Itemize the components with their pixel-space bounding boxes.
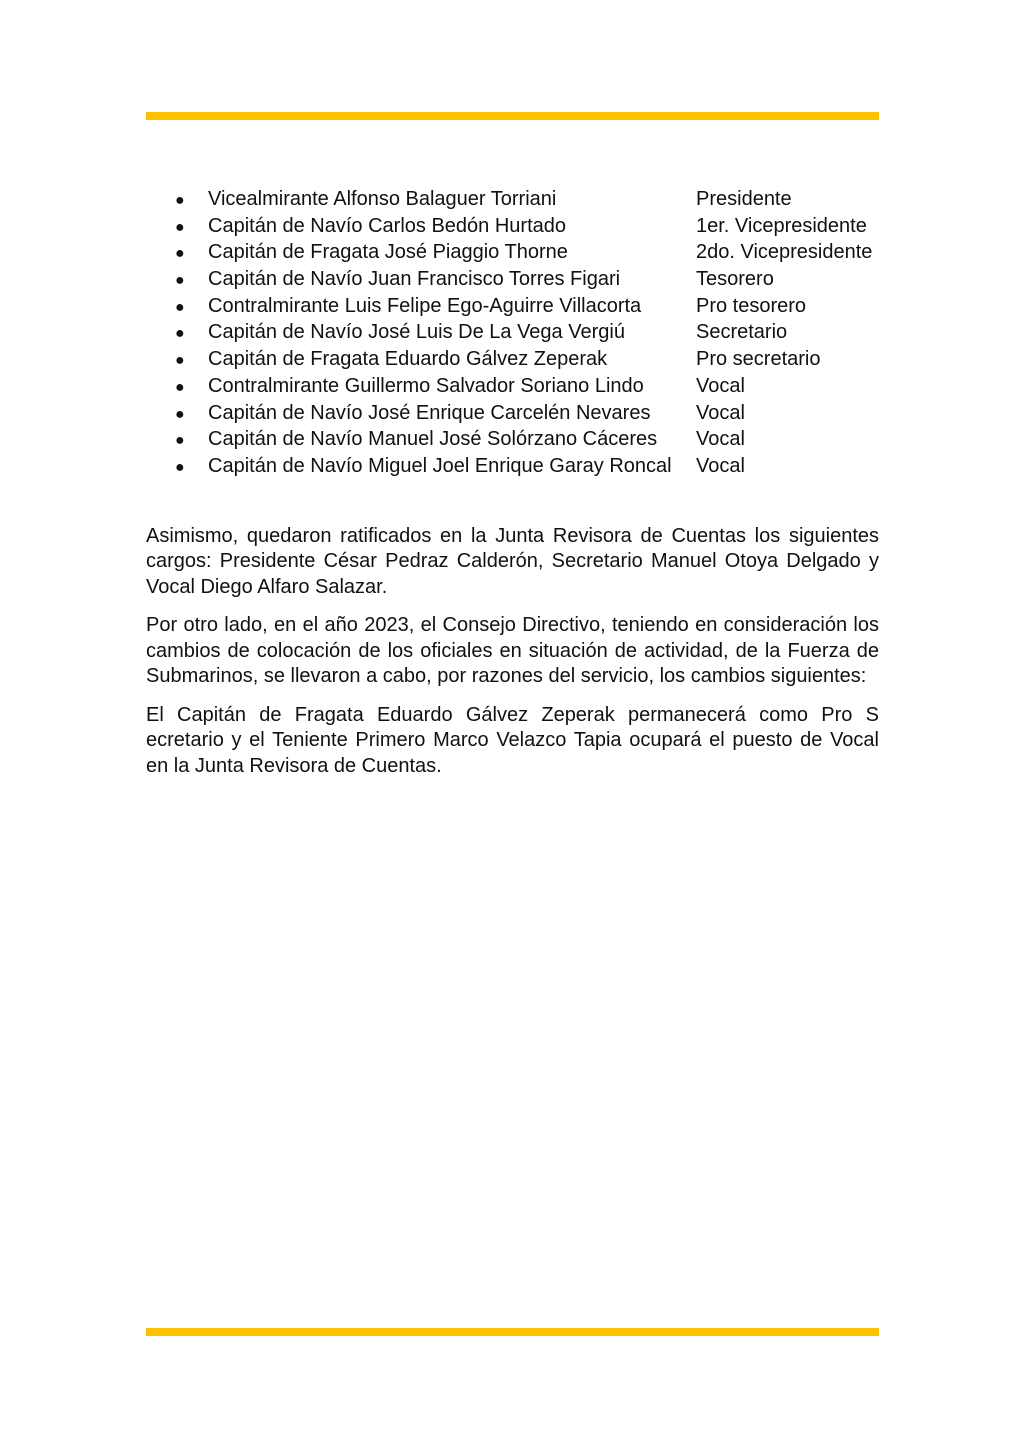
member-role: Secretario [696, 321, 788, 344]
member-name: Capitán de Navío José Luis De La Vega Vergiú [208, 321, 625, 344]
list-item [146, 346, 879, 373]
bullet-icon: ● [175, 245, 185, 263]
list-item [146, 239, 879, 266]
bullet-icon: ● [175, 272, 185, 290]
paragraph-galvez: El Capitán de Fragata Eduardo Gálvez Zeperak permanecerá como Pro S ecretario y el Teniente Primero Marco Velazco Tapia ocupará el puesto de Vocal en la Junta Revisora de Cuentas. [146, 703, 879, 777]
member-name: Capitán de Navío Juan Francisco Torres Figari [208, 268, 621, 291]
header-rule [146, 112, 879, 120]
paragraph-revisora: Asimismo, quedaron ratificados en la Junta Revisora de Cuentas los siguientes cargos: Presidente César Pedraz Calderón, Secretario Manuel Otoya Delgado y Vocal Diego Alfaro Salazar. [146, 524, 879, 598]
paragraph-cambios: Por otro lado, en el año 2023, el Consejo Directivo, teniendo en consideración los cambios de colocación de los oficiales en situación de actividad, de la Fuerza de Submarinos, se llevaron a cabo, por razones del servicio, los cambios siguientes: [146, 614, 879, 688]
member-name: Capitán de Navío José Enrique Carcelén Nevares [208, 401, 651, 424]
member-role: 2do. Vicepresidente [696, 241, 873, 264]
member-role: Vocal [696, 374, 745, 397]
list-item [146, 266, 879, 293]
member-role: Vocal [696, 401, 745, 424]
member-name: Capitán de Navío Carlos Bedón Hurtado [208, 214, 566, 237]
member-name: Contralmirante Luis Felipe Ego-Aguirre Villacorta [208, 294, 642, 317]
member-role: Vocal [696, 454, 745, 477]
member-name: Capitán de Fragata José Piaggio Thorne [208, 241, 568, 264]
bullet-icon: ● [175, 458, 185, 476]
list-item [146, 453, 879, 480]
list-item [146, 400, 879, 427]
member-role: Presidente [696, 188, 792, 210]
bullet-icon: ● [175, 352, 185, 370]
page-content [146, 186, 879, 779]
bullet-icon: ● [175, 192, 185, 209]
member-name: Capitán de Navío Miguel Joel Enrique Garay Roncal [208, 454, 672, 477]
bullet-icon: ● [175, 378, 185, 396]
bullet-icon: ● [175, 218, 185, 236]
member-role: Pro secretario [696, 348, 821, 371]
list-item [146, 426, 879, 453]
member-role: Vocal [696, 428, 745, 451]
member-name: Capitán de Fragata Eduardo Gálvez Zeperak [208, 348, 608, 371]
list-item [146, 293, 879, 320]
bullet-icon: ● [175, 432, 185, 450]
member-name: Contralmirante Guillermo Salvador Soriano Lindo [208, 374, 644, 397]
member-name: Vicealmirante Alfonso Balaguer Torriani [208, 188, 557, 210]
list-item [146, 186, 879, 213]
member-list [146, 186, 879, 480]
member-name: Capitán de Navío Manuel José Solórzano Cáceres [208, 428, 658, 451]
list-item [146, 213, 879, 240]
bullet-icon: ● [175, 405, 185, 423]
list-item [146, 373, 879, 400]
list-item [146, 319, 879, 346]
footer-rule [146, 1328, 879, 1336]
bullet-icon: ● [175, 298, 185, 316]
member-role: Pro tesorero [696, 294, 807, 317]
member-role: 1er. Vicepresidente [696, 214, 867, 237]
member-role: Tesorero [696, 268, 774, 291]
bullet-icon: ● [175, 325, 185, 343]
